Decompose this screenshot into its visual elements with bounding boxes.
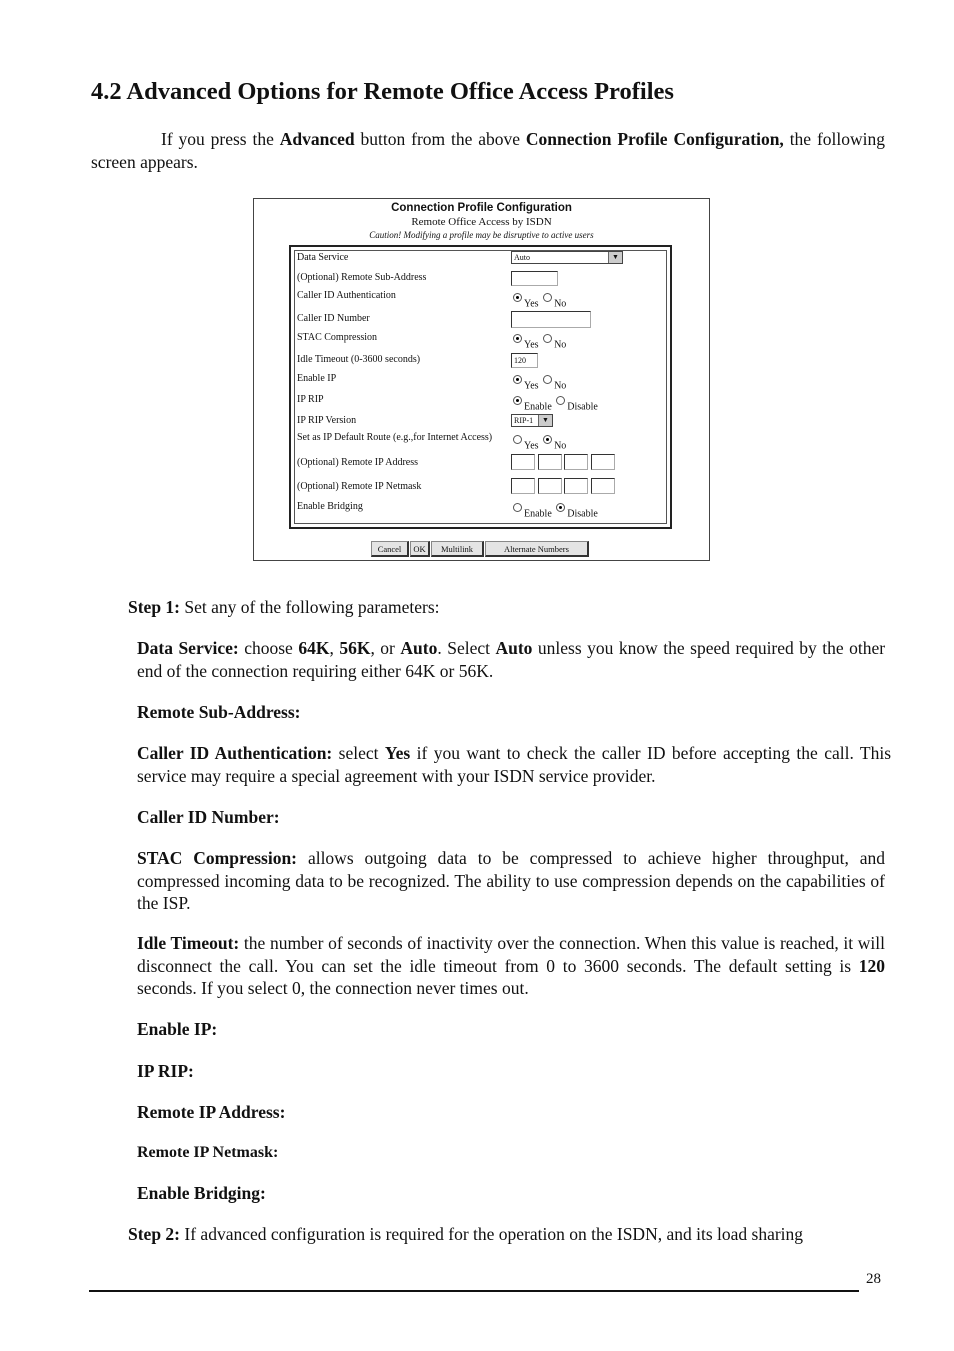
enable-ip-radios: Yes No bbox=[511, 375, 566, 391]
radio-no[interactable] bbox=[543, 334, 552, 343]
radio-disable[interactable] bbox=[556, 503, 565, 512]
rip-version-select[interactable]: RIP-1 ▼ bbox=[511, 414, 553, 427]
radio-no[interactable] bbox=[543, 293, 552, 302]
step2: Step 2: If advanced configuration is required for the operation on the ISDN, and its load sharing bbox=[128, 1224, 804, 1244]
ip-rip-radios: Enable Disable bbox=[511, 396, 598, 412]
figure-title: Connection Profile Configuration bbox=[391, 202, 572, 214]
radio-yes[interactable] bbox=[513, 293, 522, 302]
label-ip-rip: IP RIP bbox=[297, 394, 324, 405]
stac-radios: Yes No bbox=[511, 334, 566, 350]
param-enable-ip: Enable IP: bbox=[137, 1019, 218, 1039]
radio-no[interactable] bbox=[543, 435, 552, 444]
param-caller-auth: Caller ID Authentication: select Yes if you want to check the caller ID before accepting the call. This service may require a special agreement with your ISDN service provider. bbox=[137, 743, 892, 786]
sub-address-input[interactable] bbox=[511, 271, 558, 286]
remote-ip-input[interactable] bbox=[511, 454, 615, 470]
remote-netmask-input[interactable] bbox=[511, 478, 615, 494]
param-remote-ip: Remote IP Address: bbox=[137, 1102, 286, 1122]
label-enable-ip: Enable IP bbox=[297, 373, 337, 384]
alternate-numbers-button[interactable]: Alternate Numbers bbox=[485, 541, 589, 557]
section-heading: 4.2 Advanced Options for Remote Office Access Profiles bbox=[91, 78, 674, 105]
label-bridging: Enable Bridging bbox=[297, 501, 363, 512]
label-remote-ip: (Optional) Remote IP Address bbox=[297, 457, 419, 468]
ok-button[interactable]: OK bbox=[410, 541, 430, 557]
chevron-down-icon: ▼ bbox=[538, 415, 552, 426]
idle-timeout-input[interactable]: 120 bbox=[511, 353, 538, 368]
label-caller-number: Caller ID Number bbox=[297, 313, 370, 324]
param-stac: STAC Compression: allows outgoing data to be compressed to achieve higher throughput, and compressed incoming data to be recognized. The ability to use compression depends on the capabilities of the ISP. bbox=[137, 848, 886, 913]
config-screenshot bbox=[253, 198, 710, 561]
param-data-service: Data Service: choose 64K, 56K, or Auto. Select Auto unless you know the speed required by the other end of the connection requiring either 64K or 56K. bbox=[137, 638, 886, 681]
param-remote-netmask: Remote IP Netmask: bbox=[137, 1144, 279, 1161]
radio-enable[interactable] bbox=[513, 396, 522, 405]
multilink-button[interactable]: Multilink bbox=[431, 541, 484, 557]
param-sub-address: Remote Sub-Address: bbox=[137, 702, 301, 722]
param-ip-rip: IP RIP: bbox=[137, 1061, 194, 1081]
label-sub-address: (Optional) Remote Sub-Address bbox=[297, 272, 427, 283]
radio-yes[interactable] bbox=[513, 435, 522, 444]
figure-caution: Caution! Modifying a profile may be disruptive to active users bbox=[369, 230, 594, 240]
radio-enable[interactable] bbox=[513, 503, 522, 512]
bridging-radios: Enable Disable bbox=[511, 503, 598, 519]
radio-no[interactable] bbox=[543, 375, 552, 384]
param-idle-timeout: Idle Timeout: the number of seconds of inactivity over the connection. When this value is reached, it will disconnect the call. You can set the idle timeout from 0 to 3600 seconds. The default setting is 120 seconds. If you select 0, the connection never times out. bbox=[137, 933, 886, 998]
data-service-select[interactable]: Auto ▼ bbox=[511, 251, 623, 264]
label-rip-version: IP RIP Version bbox=[297, 415, 357, 426]
cancel-button[interactable]: Cancel bbox=[371, 541, 409, 557]
label-idle-timeout: Idle Timeout (0-3600 seconds) bbox=[297, 354, 421, 365]
intro-paragraph: If you press the Advanced button from the above Connection Profile Configuration, the following screen appears. bbox=[91, 129, 885, 172]
label-caller-auth: Caller ID Authentication bbox=[297, 290, 396, 301]
chevron-down-icon: ▼ bbox=[608, 252, 622, 263]
caller-auth-radios: Yes No bbox=[511, 293, 566, 309]
step1: Step 1: Set any of the following parameters: bbox=[128, 597, 440, 617]
label-remote-netmask: (Optional) Remote IP Netmask bbox=[297, 481, 422, 492]
radio-yes[interactable] bbox=[513, 375, 522, 384]
label-data-service: Data Service bbox=[297, 252, 349, 263]
label-stac: STAC Compression bbox=[297, 332, 378, 343]
label-default-route: Set as IP Default Route (e.g.,for Internet Access) bbox=[297, 432, 493, 443]
param-bridging: Enable Bridging: bbox=[137, 1183, 266, 1203]
radio-disable[interactable] bbox=[556, 396, 565, 405]
figure-subtitle: Remote Office Access by ISDN bbox=[411, 216, 552, 228]
radio-yes[interactable] bbox=[513, 334, 522, 343]
footer-rule bbox=[89, 1290, 859, 1292]
param-caller-number: Caller ID Number: bbox=[137, 807, 280, 827]
default-route-radios: Yes No bbox=[511, 435, 566, 451]
page-number: 28 bbox=[866, 1271, 881, 1287]
caller-number-input[interactable] bbox=[511, 311, 591, 328]
